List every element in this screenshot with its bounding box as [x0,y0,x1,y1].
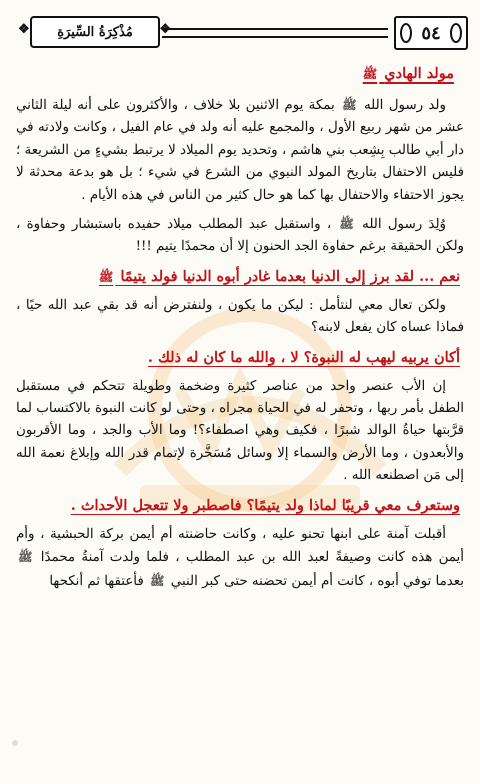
subheading-3: وستعرف معي قريبًا لماذا ولد يتيمًا؟ فاصطبر ولا تتعجل الأحداث . [70,496,460,514]
page-number: ٥٤ [394,16,468,50]
salutation-glyph: ﷺ [339,217,354,232]
subheading-2: أكان يربيه ليهب له النبوة؟ لا ، والله ما كان له ذلك . [147,348,460,366]
paragraph-1-part-b: بمكة يوم الاثنين بلا خلاف ، والأكثرون على أنه ليلة الثاني عشر من شهر ربيع الأول ، والمجمع عليه أنه ولد في عام الفيل ، وكانت ولادته في دار أبي طالب بِشِعب بني هاشم ، وتحديد يوم الميلاد لا يرتبط بشيءٍ من الشريعة ؛ فليس الاحتفال بتاريخ المولد النبوي من الشرع في شيء ؛ بل هو بدعة محدثة لا يجوز الاحتفاء والاحتفال بها كما هو حال كثير من الناس في هذه الأيام . [16,98,464,203]
section-heading [16,62,464,86]
page-content [16,62,464,599]
subheading-1 [16,265,460,289]
paragraph-3: ولكن تعال معي لنتأمل : ليكن ما يكون ، ولنفترض أنه قد بقي عبد الله حيًا ، فماذا عساه كان يفعل لابنه؟ [16,297,464,336]
book-title: ❖ مُذْكِرَةُ السِّيرَةِ ❖ [30,16,160,48]
salutation-glyph: ﷺ [362,67,378,81]
paragraph-5 [16,524,464,593]
salutation-glyph: ﷺ [342,98,357,112]
paragraph-2 [16,213,464,259]
salutation-glyph: ﷺ [98,269,114,284]
paragraph-5-part-c: فأعتقها ثم أنكحها [49,573,144,589]
paragraph-5-part-b: بعدما توفي أبوه ، كانت أم أيمن تحضنه حتى كبر النبي [170,573,464,589]
paragraph-5-part-a: أقبلت آمنة على ابنها تحنو عليه ، وكانت حاضنته أم أيمن بركة الحبشية ، وأم أيمن هذه كانت وصيفةً لعبد الله بن عبد المطلب ، فلما ولدت آمنةُ محمدًا [16,526,464,566]
heading-text: مولد الهادي [384,65,454,82]
salutation-glyph: ﷺ [150,573,165,588]
subheading-1-text: نعم ... لقد برز إلى الدنيا بعدما غادر أبوه الدنيا فولد يتيمًا [120,267,460,285]
paragraph-1-part-a: ولد رسول الله [363,98,446,113]
paragraph-4: إن الأب عنصر واحد من عناصر كثيرة وضخمة وطويلة تتحكم في مستقبل الطفل بأمر ربها ، وتحفر له في الحياة مجراه ، وحتى لو كانت النبوة بالاكتساب لما قرَّبتها حياةُ الوالد شبرًا ، فكيف وهي اصطفاء؟! وما الأب والجد ، وما الأقربون والأبعدون ، وما الأرض والسماء إلا وسائل مُسَخَّرة لإتمام قدر الله وإبلاغ نعمة الله إلى مَن اصطنعه الله . [16,378,464,484]
header-rule [162,28,388,38]
page-header [12,16,468,50]
paragraph-1 [16,94,464,207]
page-dot [12,740,18,746]
paragraph-2-part-a: وُلِدَ رسول الله [362,217,446,233]
paragraph-2-part-b: ، واستقبل عبد المطلب ميلاد حفيده باستبشار وحفاوة ، ولكن الحقيقة برغم حفاوة الجد الحنون إلا أن محمدًا يتيم !!! [16,217,464,255]
salutation-glyph: ﷺ [18,550,33,565]
